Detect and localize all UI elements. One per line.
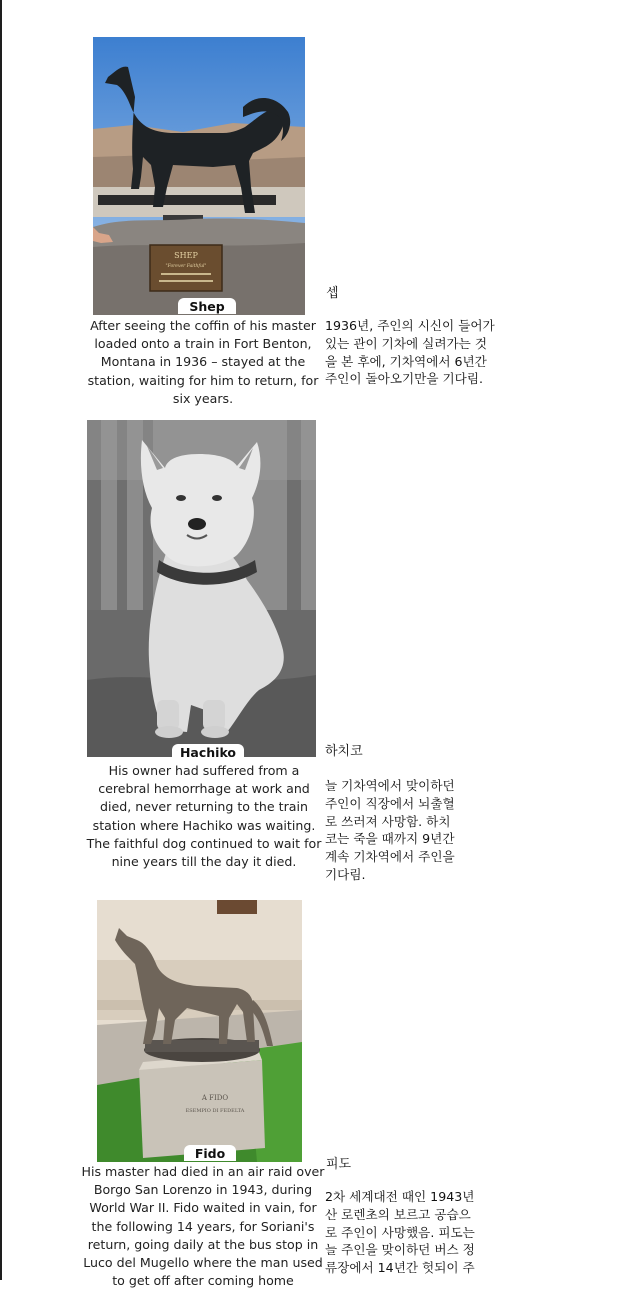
shep-name-label: Shep: [178, 298, 236, 314]
shep-caption-en: After seeing the coffin of his master loaded onto a train in Fort Benton, Montana in 1936 – stayed at the station, waiting for him to return, for six years.: [87, 318, 319, 406]
fido-plaque-subtitle: ESEMPIO DI FEDELTA: [185, 1108, 245, 1114]
hachiko-title-kr: 하치코: [325, 744, 363, 759]
fido-statue-photo: [97, 900, 302, 1162]
hachiko-name-label: Hachiko: [172, 744, 244, 760]
hachiko-caption-en: His owner had suffered from a cerebral hemorrhage at work and died, never returning to the train station where Hachiko was waiting. The faithful dog continued to wait for nine years till the day it died.: [86, 763, 322, 870]
hachiko-photo: [87, 420, 316, 757]
shep-statue-photo: [93, 37, 305, 315]
fido-name-label: Fido: [184, 1145, 236, 1161]
fido-plaque-title: A FIDO: [201, 1094, 229, 1102]
shep-plaque-title: SHEP: [174, 251, 198, 260]
fido-text-kr: 2차 세계대전 때인 1943년 산 로렌초의 보르고 공습으 로 주인이 사망했음. 피도는 늘 주인을 맞이하던 버스 정 류장에서 14년간 헛되이 주: [325, 1189, 475, 1276]
hachiko-text-kr: 늘 기차역에서 맞이하던 주인이 직장에서 뇌출혈 로 쓰러져 사망함. 하치 코는 죽을 때까지 9년간 계속 기차역에서 주인을 기다림.: [325, 778, 455, 882]
fido-caption-en: His master had died in an air raid over Borgo San Lorenzo in 1943, during World War II. Fido waited in vain, for the following 14 years, for Soriani's return, going daily at the bus stop in Luco del Mugello where the man used to get off after coming home: [81, 1164, 325, 1289]
shep-plaque-subtitle: "Forever Faithful": [165, 264, 207, 269]
page-left-border: [0, 0, 2, 1280]
shep-text-kr: 1936년, 주인의 시신이 들어가 있는 관이 기차에 실려가는 것 을 본 후에, 기차역에서 6년간 주인이 돌아오기만을 기다림.: [325, 318, 495, 387]
shep-title-kr: 셉: [326, 286, 339, 301]
fido-title-kr: 피도: [326, 1157, 352, 1172]
